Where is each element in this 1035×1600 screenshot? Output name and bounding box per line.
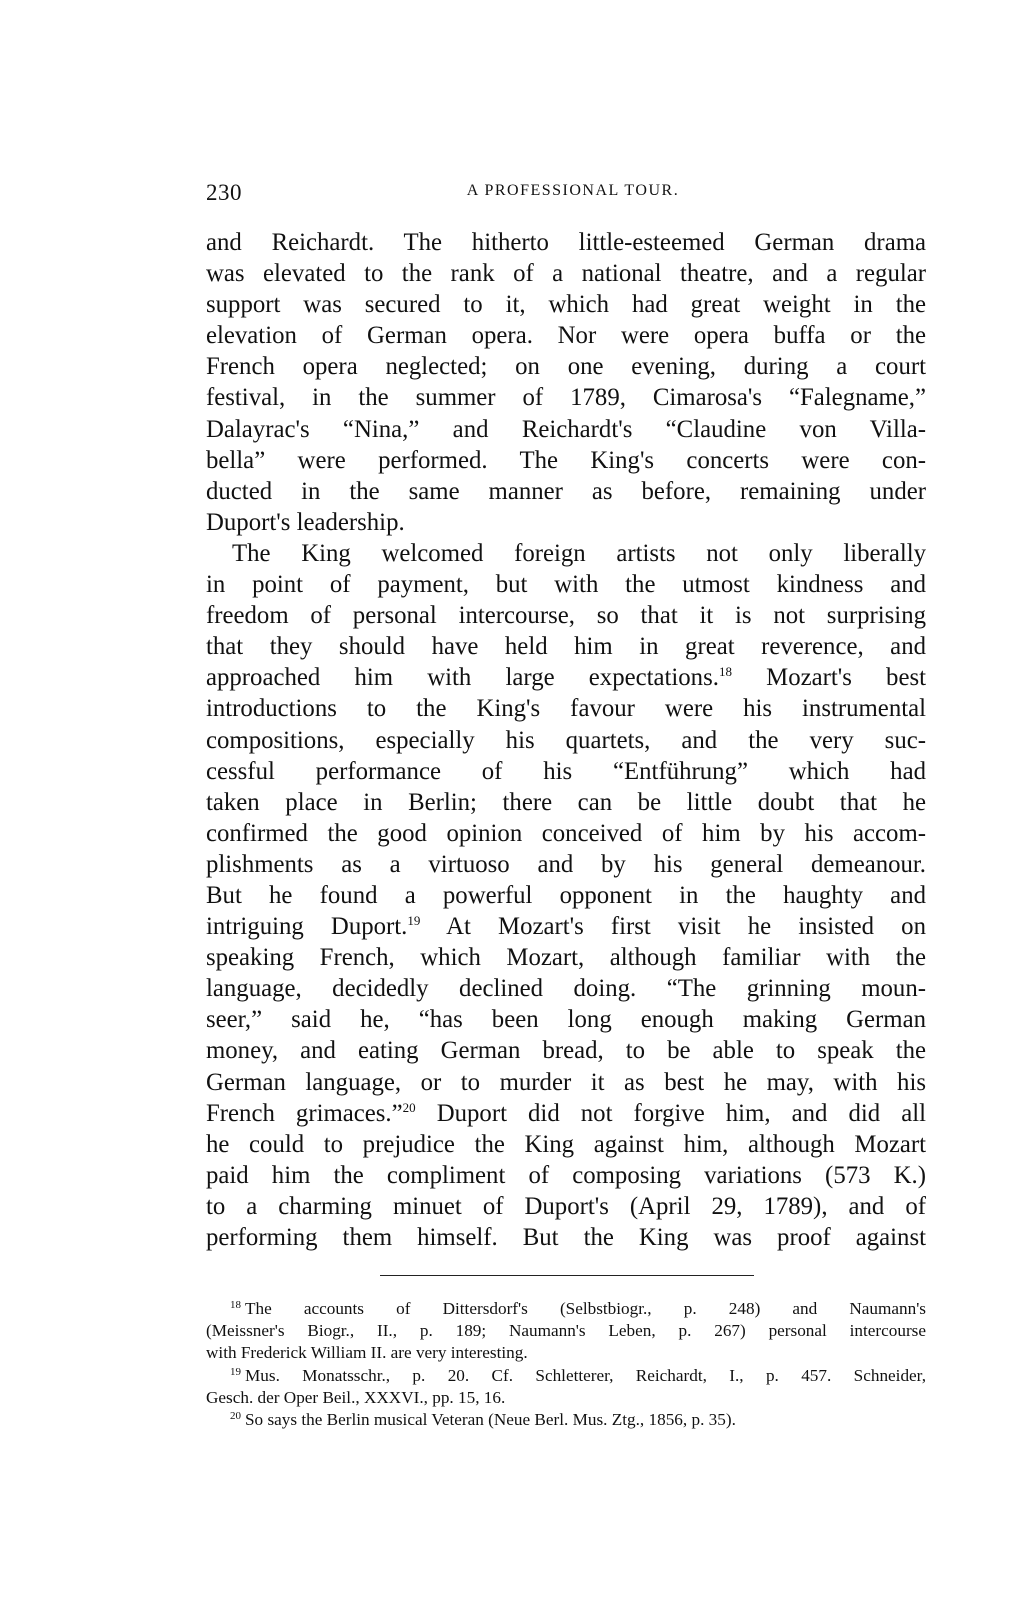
footnote-text: The accounts of Dittersdorf's (Selbstbiogr., p. 248) and Naumann's (245, 1299, 926, 1318)
text-line: festival, in the summer of 1789, Cimarosa's “Falegname,” (206, 384, 926, 412)
text-line: language, decidedly declined doing. “The grinning moun- (206, 975, 926, 1003)
text-line: performing them himself. But the King was proof against (206, 1224, 926, 1251)
text-line: elevation of German opera. Nor were opera buffa or the (206, 322, 926, 350)
text-segment: At Mozart's first visit he insisted on (446, 913, 926, 941)
footnote-number: 18 (230, 1299, 241, 1311)
footnote-ref: 18 (718, 664, 732, 680)
text-line: French opera neglected; on one evening, during a court (206, 353, 926, 381)
footnote-line (206, 1365, 926, 1387)
text-line: confirmed the good opinion conceived of him by his accom- (206, 819, 926, 847)
footnote-number: 20 (230, 1409, 241, 1422)
running-title: A PROFESSIONAL TOUR. (466, 182, 680, 199)
footnote-ref: 19 (407, 913, 421, 929)
text-line: freedom of personal intercourse, so that it is not surprising (206, 602, 926, 630)
footnote-number: 19 (230, 1365, 241, 1378)
text-line (206, 1098, 926, 1129)
text-line: cessful performance of his “Entführung” which had (206, 757, 926, 785)
text-line: But he found a powerful opponent in the haughty and (206, 881, 926, 909)
text-line: taken place in Berlin; there can be little doubt that he (206, 788, 926, 816)
text-line: ducted in the same manner as before, remaining under (206, 477, 926, 505)
text-segment: approached him with large expectations. (206, 664, 719, 692)
text-line: bella” were performed. The King's concerts were con- (206, 446, 926, 474)
text-line: Duport's leadership. (206, 508, 405, 536)
footnote-divider (380, 1275, 754, 1276)
footnote-line (206, 1409, 926, 1431)
text-line: paid him the compliment of composing variations (573 K.) (206, 1161, 926, 1189)
text-line: money, and eating German bread, to be able to speak the (206, 1037, 926, 1065)
text-line (206, 911, 926, 942)
text-segment: intriguing Duport. (206, 913, 408, 941)
text-segment: French grimaces.” (206, 1099, 403, 1127)
footnote-line (206, 1298, 926, 1320)
text-line: that they should have held him in great reverence, and (206, 633, 926, 661)
footnote-ref: 20 (402, 1099, 416, 1115)
text-line: in point of payment, but with the utmost kindness and (206, 571, 926, 599)
text-line: he could to prejudice the King against him, although Mozart (206, 1130, 926, 1158)
footnotes (206, 1298, 926, 1431)
text-line: compositions, especially his quartets, and the very suc- (206, 726, 926, 754)
text-line: support was secured to it, which had great weight in the (206, 291, 926, 319)
text-line: seer,” said he, “has been long enough making German (206, 1006, 926, 1034)
footnote-line: Gesch. der Oper Beil., XXXVI., pp. 15, 16. (206, 1387, 506, 1407)
text-segment: Duport did not forgive him, and did all (436, 1099, 927, 1127)
footnote-text: Mus. Monatsschr., p. 20. Cf. Schletterer, Reichardt, I., p. 457. Schneider, (245, 1365, 926, 1385)
text-line: speaking French, which Mozart, although familiar with the (206, 944, 926, 972)
footnote-line: with Frederick William II. are very interesting. (206, 1343, 528, 1363)
text-line: plishments as a virtuoso and by his general demeanour. (206, 850, 926, 878)
main-text (206, 227, 926, 1253)
text-line: was elevated to the rank of a national theatre, and a regular (206, 260, 926, 288)
text-line: introductions to the King's favour were his instrumental (206, 695, 926, 723)
text-line: Dalayrac's “Nina,” and Reichardt's “Claudine von Villa- (206, 415, 926, 443)
text-line: and Reichardt. The hitherto little-esteemed German drama (206, 229, 926, 256)
text-segment: Mozart's best (766, 664, 926, 692)
text-line (206, 662, 926, 693)
footnote-line: (Meissner's Biogr., II., p. 189; Naumann's Leben, p. 267) personal intercourse (206, 1321, 926, 1341)
text-line: German language, or to murder it as best he may, with his (206, 1068, 926, 1096)
page-number: 230 (206, 180, 242, 205)
footnote-text: So says the Berlin musical Veteran (Neue Berl. Mus. Ztg., 1856, p. 35). (245, 1409, 736, 1429)
text-line: to a charming minuet of Duport's (April 29, 1789), and of (206, 1192, 926, 1220)
page-header (206, 180, 926, 206)
text-line: The King welcomed foreign artists not only liberally (232, 539, 926, 567)
